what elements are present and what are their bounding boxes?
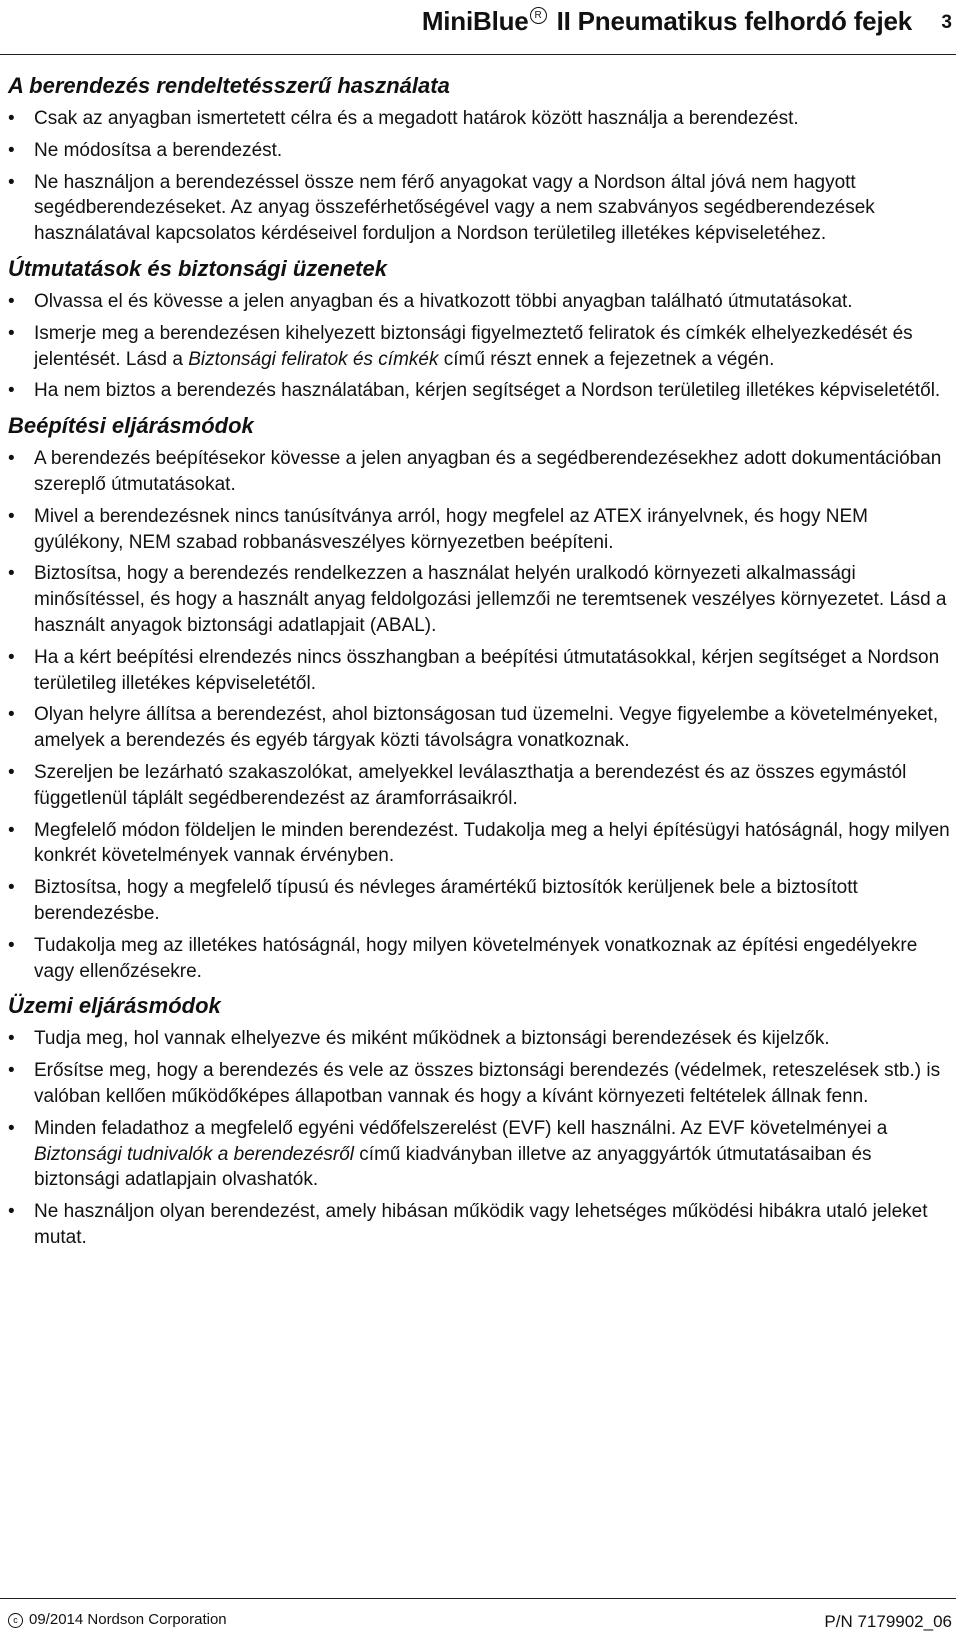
bullet-text: Minden feladathoz a megfelelő egyéni védőfelszerelést (EVF) kell használni. Az EVF követelményei a bbox=[34, 1117, 888, 1139]
section-heading: Útmutatások és biztonsági üzenetek bbox=[8, 255, 387, 281]
copyright-text: 09/2014 Nordson Corporation bbox=[29, 1611, 227, 1628]
registered-trademark-icon: R bbox=[530, 7, 547, 24]
bullet-item bbox=[8, 933, 953, 985]
bullet-item bbox=[8, 1026, 953, 1052]
bullet-list bbox=[8, 446, 953, 984]
bullet-item bbox=[8, 760, 953, 812]
bullet-text: Erősítse meg, hogy a berendezés és vele az összes biztonsági berendezés (védelmek, reteszelések stb.) is valóban kellően működőképes állapotban vannak és hogy a kívánt környezeti feltételek állnak fenn. bbox=[34, 1060, 941, 1107]
bullet-text: Ne módosítsa a berendezést. bbox=[34, 139, 283, 161]
bullet-item bbox=[8, 378, 953, 404]
page-header bbox=[0, 0, 956, 55]
part-number: P/N 7179902_06 bbox=[824, 1612, 952, 1631]
bullet-text: Tudakolja meg az illetékes hatóságnál, hogy milyen követelmények vonatkoznak az építési engedélyekre vagy ellenőzésekre. bbox=[34, 934, 918, 982]
bullet-list bbox=[8, 1026, 953, 1250]
page-title bbox=[422, 6, 912, 37]
bullet-text: című kiadványban illetve az anyaggyártók útmutatásaiban és biztonsági adatlapjain olvashatók. bbox=[34, 1143, 872, 1191]
title-main: MiniBlue bbox=[421, 6, 529, 36]
bullet-item bbox=[8, 1116, 953, 1193]
bullet-item bbox=[8, 1058, 953, 1110]
bullet-item bbox=[8, 702, 953, 754]
document-reference: Biztonsági feliratok és címkék bbox=[188, 348, 439, 370]
bullet-item bbox=[8, 1199, 953, 1251]
bullet-list bbox=[8, 289, 953, 404]
section-heading: A berendezés rendeltetésszerű használata bbox=[8, 73, 450, 98]
bullet-text: Biztosítsa, hogy a berendezés rendelkezzen a használat helyén uralkodó környezeti alkalmassági minősítéssel, és hogy a használt anyag feldolgozási jellemzői ne teremtsenek veszélyes környezetet. Lásd a használt anyagok biztonsági adatlapjait (ABAL). bbox=[34, 563, 947, 636]
bullet-item bbox=[8, 446, 953, 498]
section-heading: Üzemi eljárásmódok bbox=[8, 993, 221, 1019]
bullet-item bbox=[8, 645, 953, 697]
bullet-text: A berendezés beépítésekor kövesse a jelen anyagban és a segédberendezésekhez adott dokumentációban szereplő útmutatásokat. bbox=[34, 448, 942, 495]
bullet-item bbox=[8, 875, 953, 927]
bullet-text: Szereljen be lezárható szakaszolókat, amelyekkel leválaszthatja a berendezést és az összes egymástól függetlenül táplált segédberendezést az áramforrásaikról. bbox=[34, 761, 907, 809]
document-body bbox=[8, 72, 953, 1259]
bullet-item bbox=[8, 170, 953, 247]
bullet-text: Olvassa el és kövesse a jelen anyagban és a hivatkozott többi anyagban található útmutatásokat. bbox=[34, 290, 853, 312]
page-number: 3 bbox=[941, 12, 952, 33]
bullet-text: Ha nem biztos a berendezés használatában, kérjen segítséget a Nordson területileg illetékes képviseletétől. bbox=[34, 380, 941, 402]
bullet-item bbox=[8, 818, 953, 870]
bullet-text: című részt ennek a fejezetnek a végén. bbox=[438, 348, 775, 370]
bullet-text: Megfelelő módon földeljen le minden berendezést. Tudakolja meg a helyi építésügyi hatóságnál, hogy milyen konkrét követelmények vannak érvényben. bbox=[34, 819, 950, 867]
bullet-text: Biztosítsa, hogy a megfelelő típusú és névleges áramértékű biztosítók kerüljenek bele a biztosított berendezésbe. bbox=[34, 877, 858, 924]
title-rest: II Pneumatikus felhordó fejek bbox=[556, 6, 912, 36]
bullet-text: Mivel a berendezésnek nincs tanúsítványa arról, hogy megfelel az ATEX irányelvnek, és hogy NEM gyúlékony, NEM szabad robbanásveszélyes környezetben beépíteni. bbox=[34, 505, 868, 553]
bullet-text: Olyan helyre állítsa a berendezést, ahol biztonságosan tud üzemelni. Vegye figyelembe a követelményeket, amelyek a berendezés és egyéb tárgyak közti távolságra vonatkoznak. bbox=[34, 704, 939, 752]
bullet-item bbox=[8, 321, 953, 373]
bullet-text: Ha a kért beépítési elrendezés nincs összhangban a beépítési útmutatásokkal, kérjen segítséget a Nordson területileg illetékes képviseletétől. bbox=[34, 646, 940, 694]
section-heading: Beépítési eljárásmódok bbox=[8, 413, 254, 439]
bullet-text: Ismerje meg a berendezésen kihelyezett biztonsági figyelmeztető feliratok és címkék elhelyezkedését és jelentését. Lásd a bbox=[34, 322, 913, 370]
bullet-text: Ne használjon a berendezéssel össze nem férő anyagokat vagy a Nordson által jóvá nem hagyott segédberendezéseket. Az anyag összeférhetőségével vagy a nem szabványos segédberendezések használatával kapcsolatos kérdéseivel forduljon a Nordson területileg illetékes képviseletéhez. bbox=[34, 171, 875, 245]
document-reference: Biztonsági tudnivalók a berendezésről bbox=[34, 1143, 355, 1165]
bullet-text: Ne használjon olyan berendezést, amely hibásan működik vagy lehetséges működési hibákra utaló jeleket mutat. bbox=[34, 1201, 928, 1248]
bullet-item bbox=[8, 106, 953, 132]
bullet-item bbox=[8, 289, 953, 315]
copyright bbox=[8, 1611, 227, 1628]
bullet-text: Tudja meg, hol vannak elhelyezve és miként működnek a biztonsági berendezések és kijelzők. bbox=[34, 1028, 830, 1050]
bullet-list bbox=[8, 106, 953, 247]
copyright-icon: c bbox=[8, 1613, 23, 1628]
bullet-text: Csak az anyagban ismertetett célra és a megadott határok között használja a berendezést. bbox=[34, 108, 799, 129]
bullet-item bbox=[8, 138, 953, 164]
bullet-item bbox=[8, 504, 953, 556]
bullet-item bbox=[8, 561, 953, 638]
page-footer bbox=[0, 1598, 956, 1635]
